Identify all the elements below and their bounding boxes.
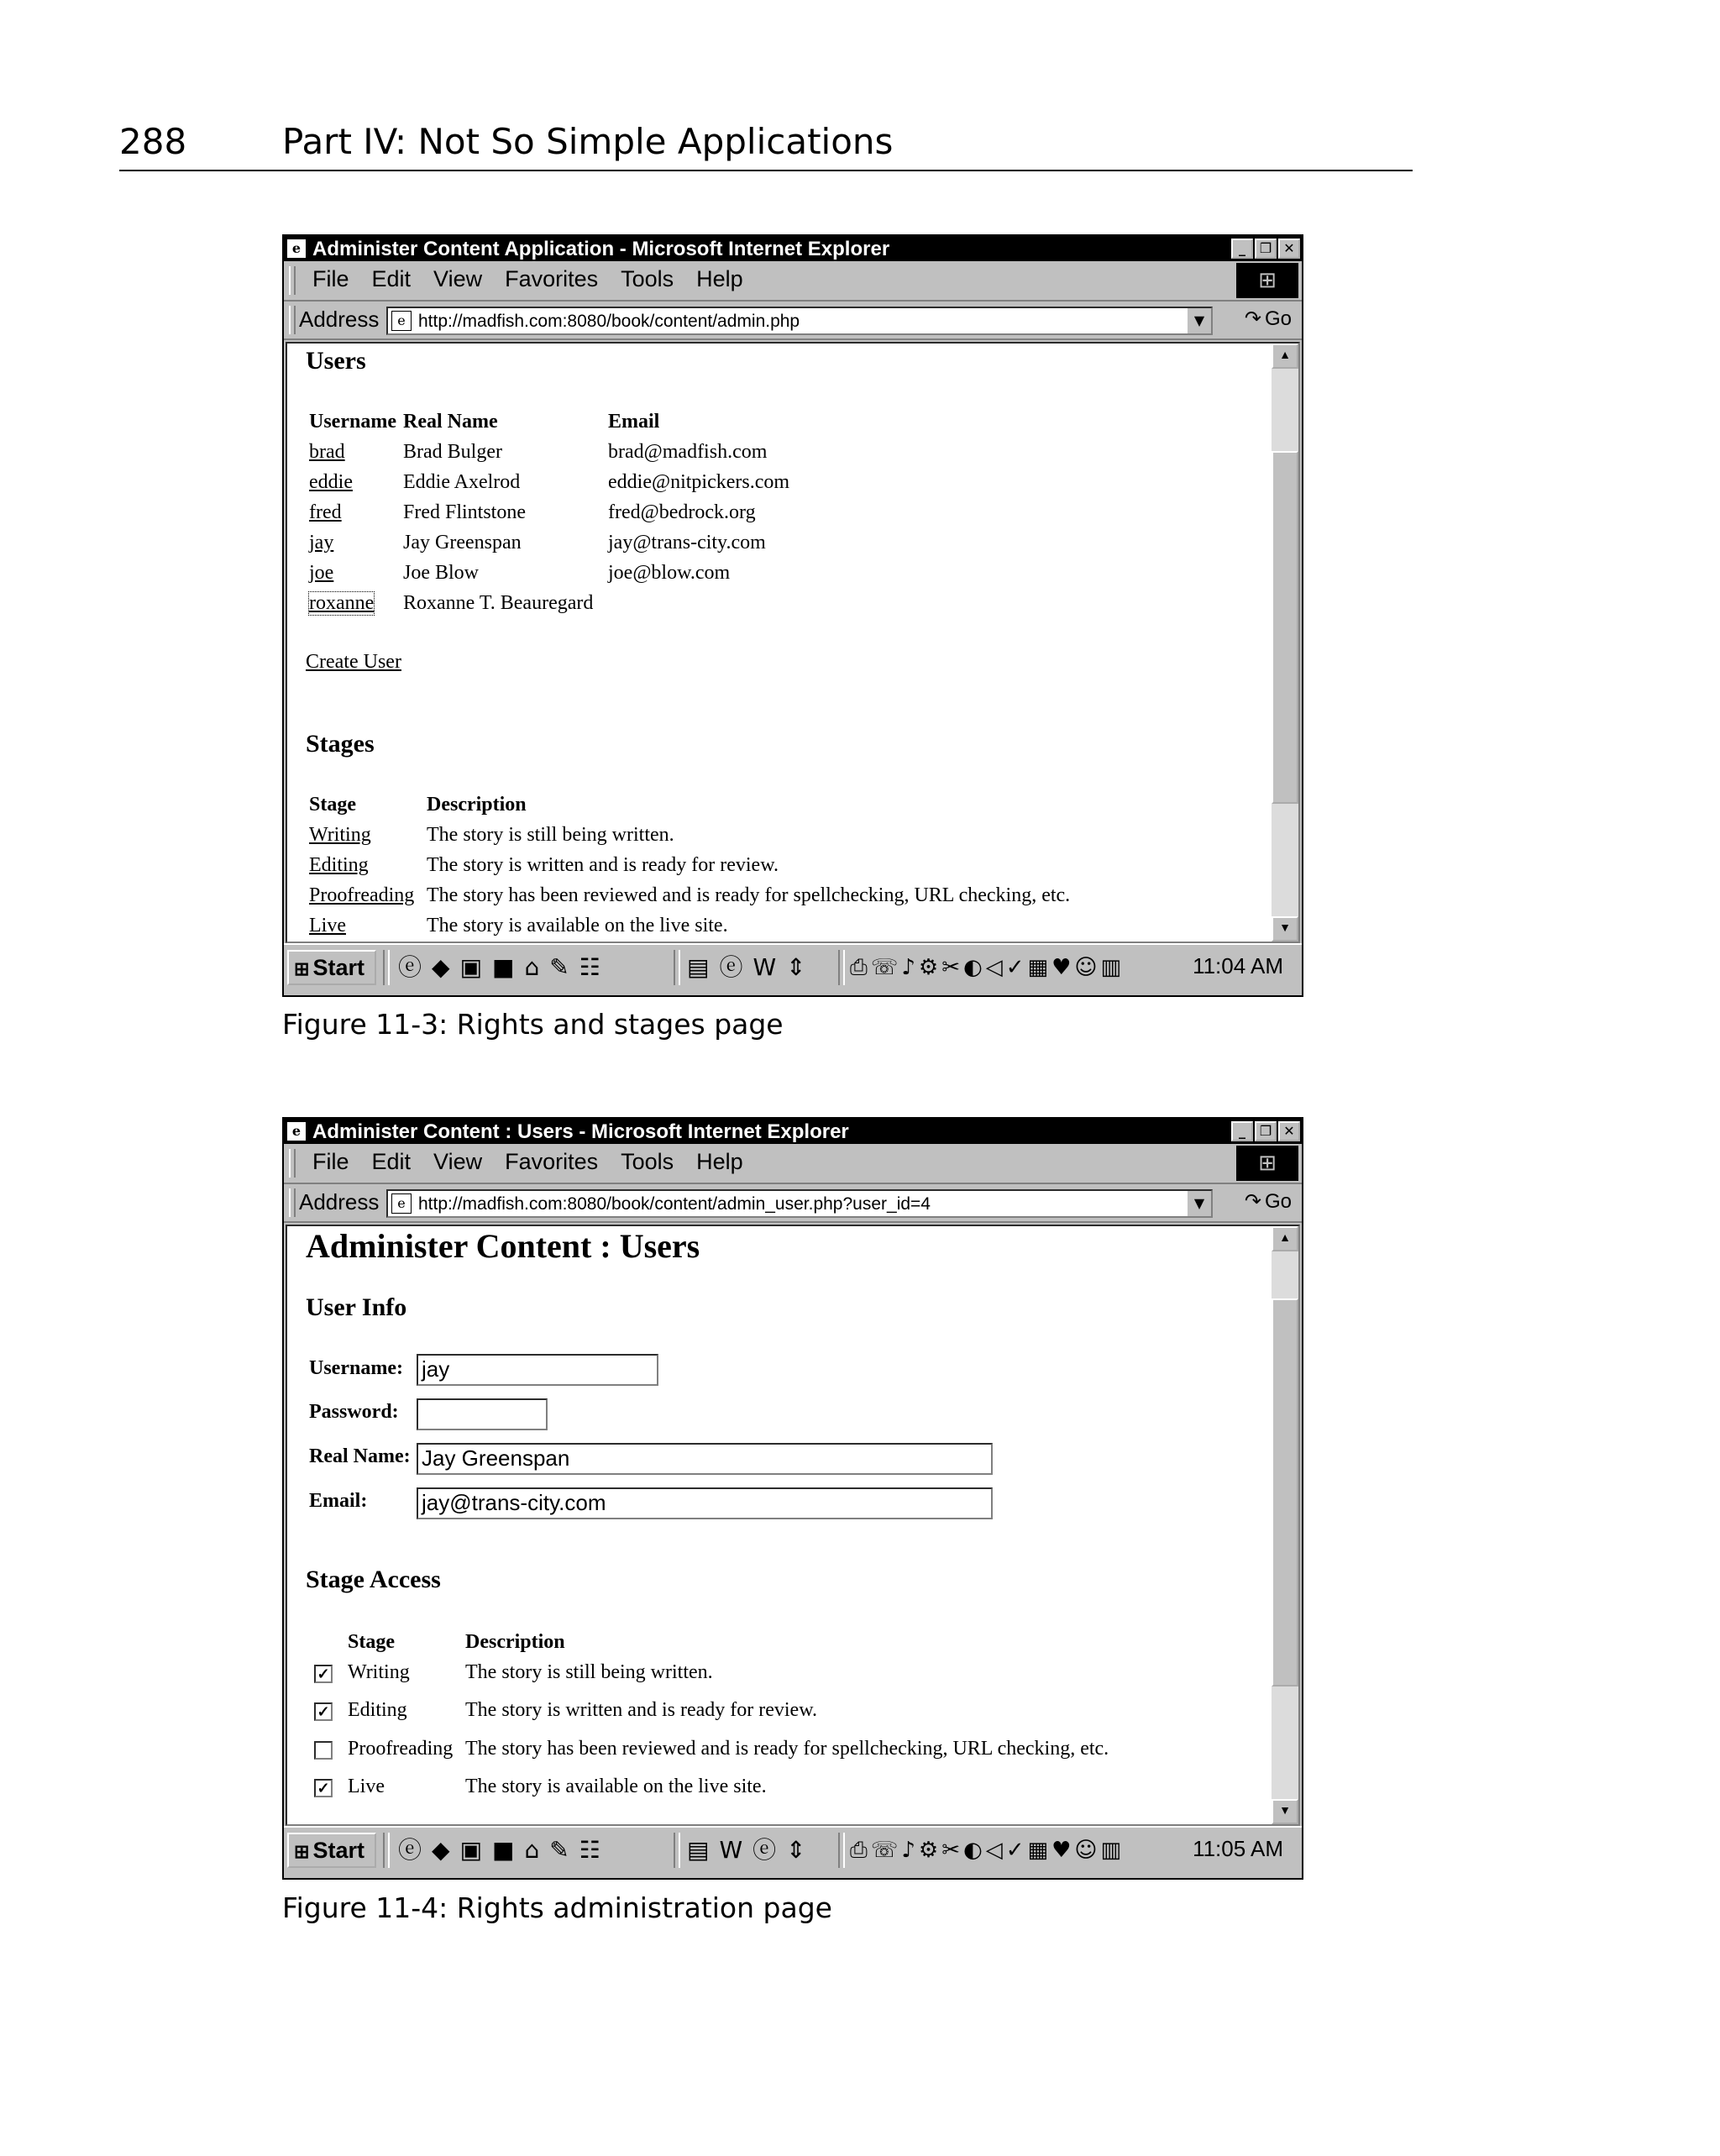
page-title: Administer Content : Users [306, 1227, 700, 1265]
email-field[interactable]: jay@trans-city.com [417, 1487, 993, 1519]
stage-checkbox-proofreading[interactable] [314, 1741, 333, 1760]
task-buttons [687, 952, 806, 984]
email-label: Email: [309, 1490, 368, 1512]
user-link-eddie[interactable]: eddie [309, 471, 353, 493]
go-label: Go [1264, 307, 1292, 330]
clock: 11:05 AM [1193, 1836, 1283, 1861]
stage-description: The story has been reviewed and is ready for spellchecking, URL checking, etc. [465, 1738, 1109, 1760]
go-arrow-icon: ↷ [1244, 307, 1261, 330]
address-label: Address [299, 307, 380, 332]
tray-icon[interactable]: ⚙ [918, 1838, 939, 1863]
go-label: Go [1264, 1190, 1292, 1213]
tray-icon[interactable]: ◐ [963, 1838, 983, 1863]
start-label: Start [312, 1838, 364, 1863]
page-content [286, 342, 1300, 943]
menu-view[interactable]: View [433, 1149, 483, 1174]
figure-caption: Figure 11-3: Rights and stages page [282, 1008, 784, 1041]
tray-icon[interactable]: ▦ [1027, 955, 1049, 980]
quick-launch [398, 952, 600, 984]
address-label: Address [299, 1189, 380, 1214]
stage-checkbox-writing[interactable]: ✓ [314, 1665, 333, 1683]
stage-access-heading: Stage Access [306, 1566, 441, 1593]
user-link-roxanne[interactable]: roxanne [309, 592, 375, 614]
user-realname: Joe Blow [403, 562, 479, 584]
stage-link-editing[interactable]: Editing [309, 854, 369, 876]
restore-icon[interactable]: ❐ [1255, 239, 1277, 259]
menu-bar [284, 261, 1302, 302]
taskbar-separator [674, 950, 680, 985]
menu-file[interactable]: File [312, 266, 349, 291]
task-app-icon[interactable]: ▤ [687, 953, 710, 981]
windows-logo-icon: ⊞ [1236, 263, 1298, 298]
close-icon[interactable]: ✕ [1278, 1121, 1300, 1141]
address-input[interactable] [386, 1189, 1213, 1218]
task-scroll-icon[interactable]: ⇕ [786, 953, 806, 981]
user-info-heading: User Info [306, 1293, 407, 1321]
users-heading: Users [306, 347, 366, 375]
taskbar-separator [383, 950, 390, 985]
scroll-up-icon[interactable]: ▲ [1272, 344, 1298, 369]
toolbar-grip [289, 1188, 296, 1217]
user-email: eddie@nitpickers.com [608, 471, 790, 493]
task-buttons [687, 1834, 806, 1866]
tray-icon[interactable]: ♪ [901, 1838, 915, 1863]
explorer-icon[interactable]: ⌂ [524, 953, 540, 981]
tray-icon[interactable]: ☺ [1074, 1838, 1098, 1863]
outlook-icon[interactable]: ◆ [432, 953, 450, 981]
figure-caption: Figure 11-4: Rights administration page [282, 1891, 832, 1924]
vertical-scrollbar[interactable] [1272, 1226, 1298, 1824]
task-scroll-icon[interactable]: ⇕ [786, 1836, 806, 1864]
ie-icon[interactable]: ⓔ [398, 953, 422, 981]
taskbar [284, 943, 1302, 990]
network-icon[interactable]: ☷ [579, 953, 600, 981]
task-ie-icon[interactable]: ⓔ [752, 1836, 777, 1864]
scroll-thumb[interactable] [1272, 451, 1298, 804]
menu-edit[interactable]: Edit [371, 1149, 412, 1174]
scroll-up-icon[interactable]: ▲ [1272, 1226, 1298, 1251]
page-header [119, 118, 1413, 171]
user-realname: Roxanne T. Beauregard [403, 592, 594, 614]
scroll-down-icon[interactable]: ▼ [1272, 1799, 1298, 1824]
user-link-fred[interactable]: fred [309, 501, 342, 523]
stage-description: The story is written and is ready for review. [427, 854, 779, 876]
window-title: Administer Content : Users - Microsoft Internet Explorer [312, 1120, 849, 1143]
stage-description: The story has been reviewed and is ready for spellchecking, URL checking, etc. [427, 884, 1071, 906]
address-bar [284, 1184, 1302, 1223]
stage-access-header-stage: Stage [348, 1631, 395, 1653]
tray-icon[interactable]: ◐ [963, 955, 983, 980]
title-bar [284, 236, 1302, 261]
chevron-down-icon[interactable]: ▼ [1186, 1191, 1211, 1216]
title-bar [284, 1119, 1302, 1144]
stage-name: Live [348, 1776, 385, 1797]
stage-description: The story is written and is ready for review. [465, 1699, 817, 1721]
browser-window-user [282, 1117, 1303, 1880]
minimize-icon[interactable]: _ [1231, 1121, 1253, 1141]
user-email: brad@madfish.com [608, 441, 768, 463]
address-url[interactable]: http://madfish.com:8080/book/content/admin_user.php?user_id=4 [418, 1194, 931, 1214]
menu-tools[interactable]: Tools [621, 266, 674, 291]
address-input[interactable] [386, 307, 1213, 335]
scroll-down-icon[interactable]: ▼ [1272, 916, 1298, 942]
system-tray [850, 1834, 1121, 1866]
tray-icon[interactable]: ✓ [1005, 955, 1025, 980]
channels-icon[interactable]: ■ [492, 953, 515, 981]
start-button[interactable] [287, 1833, 376, 1868]
menu-help[interactable]: Help [696, 266, 743, 291]
address-bar [284, 302, 1302, 340]
create-user-link[interactable]: Create User [306, 651, 401, 673]
chevron-down-icon[interactable]: ▼ [1186, 308, 1211, 333]
user-email: jay@trans-city.com [608, 532, 766, 553]
password-label: Password: [309, 1401, 399, 1423]
start-button[interactable] [287, 950, 376, 985]
tray-icon[interactable]: ▦ [1027, 1838, 1049, 1863]
menu-help[interactable]: Help [696, 1149, 743, 1174]
menu-favorites[interactable]: Favorites [505, 266, 599, 291]
tray-icon[interactable]: ⎙ [850, 1838, 868, 1863]
tray-icon[interactable]: ✂ [941, 955, 961, 980]
menu-favorites[interactable]: Favorites [505, 1149, 599, 1174]
tray-icon[interactable]: ▥ [1100, 955, 1122, 980]
explorer-icon[interactable]: ⌂ [524, 1836, 540, 1864]
menu-view[interactable]: View [433, 266, 483, 291]
toolbar-grip [289, 306, 296, 334]
stages-header-stage: Stage [309, 794, 356, 816]
user-realname: Brad Bulger [403, 441, 502, 463]
toolbar-grip [289, 266, 296, 295]
start-label: Start [312, 955, 364, 980]
stage-name: Editing [348, 1699, 407, 1721]
taskbar-separator [838, 1833, 845, 1868]
menu-edit[interactable]: Edit [371, 266, 412, 291]
user-realname: Fred Flintstone [403, 501, 527, 523]
user-link-jay[interactable]: jay [309, 532, 334, 553]
go-button[interactable] [1245, 1189, 1292, 1214]
page-number: 288 [119, 121, 187, 162]
user-realname: Jay Greenspan [403, 532, 522, 553]
desktop-icon[interactable]: ▣ [459, 953, 483, 981]
stage-link-live[interactable]: Live [309, 915, 346, 936]
task-word-icon[interactable]: W [719, 1836, 743, 1864]
vertical-scrollbar[interactable] [1272, 344, 1298, 942]
users-header-realname: Real Name [403, 411, 498, 433]
stage-description: The story is still being written. [465, 1661, 713, 1683]
taskbar-separator [383, 1833, 390, 1868]
menu-file[interactable]: File [312, 1149, 349, 1174]
task-app-icon[interactable]: ▤ [687, 1836, 710, 1864]
taskbar-separator [838, 950, 845, 985]
taskbar-separator [674, 1833, 680, 1868]
minimize-icon[interactable]: _ [1231, 239, 1253, 259]
quick-launch [398, 1834, 600, 1866]
tray-icon[interactable]: ☏ [870, 955, 899, 980]
stages-header-description: Description [427, 794, 527, 816]
stage-access-header-description: Description [465, 1631, 565, 1653]
stage-description: The story is available on the live site. [427, 915, 728, 936]
ie-app-icon: e [287, 1122, 306, 1141]
users-header-email: Email [608, 411, 660, 433]
menu-tools[interactable]: Tools [621, 1149, 674, 1174]
tray-icon[interactable]: ⎙ [850, 955, 868, 980]
scroll-thumb[interactable] [1272, 1298, 1298, 1687]
tray-icon[interactable]: ▥ [1100, 1838, 1122, 1863]
windows-logo-icon: ⊞ [1236, 1146, 1298, 1181]
window-title: Administer Content Application - Microsoft Internet Explorer [312, 238, 890, 260]
windows-flag-icon: ⊞ [294, 1841, 310, 1862]
network-icon[interactable]: ☷ [579, 1836, 600, 1864]
ie-icon[interactable]: ⓔ [398, 1836, 422, 1864]
real-name-field[interactable]: Jay Greenspan [417, 1443, 993, 1475]
desktop-icon[interactable]: ▣ [459, 1836, 483, 1864]
stage-description: The story is available on the live site. [465, 1776, 767, 1797]
users-header-username: Username [309, 411, 396, 433]
stage-checkbox-live[interactable]: ✓ [314, 1779, 333, 1797]
tray-icon[interactable]: ⚙ [918, 955, 939, 980]
tray-icon[interactable]: ♥ [1051, 955, 1072, 980]
notepad-icon[interactable]: ✎ [549, 1836, 569, 1864]
outlook-icon[interactable]: ◆ [432, 1836, 450, 1864]
stage-checkbox-editing[interactable]: ✓ [314, 1702, 333, 1721]
page-content [286, 1225, 1300, 1826]
user-email: joe@blow.com [608, 562, 731, 584]
username-label: Username: [309, 1357, 403, 1379]
stage-description: The story is still being written. [427, 824, 674, 846]
system-tray [850, 952, 1121, 984]
stage-link-writing[interactable]: Writing [309, 824, 371, 846]
browser-window-admin [282, 234, 1303, 997]
ie-app-icon: e [287, 239, 306, 258]
tray-icon[interactable]: ♪ [901, 955, 915, 980]
user-realname: Eddie Axelrod [403, 471, 521, 493]
tray-icon[interactable]: ♥ [1051, 1838, 1072, 1863]
stage-name: Proofreading [348, 1738, 454, 1760]
menu-bar [284, 1144, 1302, 1184]
go-arrow-icon: ↷ [1244, 1190, 1261, 1213]
username-field[interactable]: jay [417, 1354, 658, 1386]
go-button[interactable] [1245, 307, 1292, 331]
channels-icon[interactable]: ■ [492, 1836, 515, 1864]
password-field[interactable] [417, 1398, 548, 1430]
volume-icon[interactable]: ◁ [985, 1838, 1003, 1863]
real-name-label: Real Name: [309, 1445, 411, 1467]
taskbar [284, 1826, 1302, 1873]
address-url[interactable]: http://madfish.com:8080/book/content/admin.php [418, 312, 800, 331]
clock: 11:04 AM [1193, 953, 1283, 978]
user-link-joe[interactable]: joe [309, 562, 334, 584]
stages-heading: Stages [306, 730, 375, 758]
stage-link-proofreading[interactable]: Proofreading [309, 884, 415, 906]
notepad-icon[interactable]: ✎ [549, 953, 569, 981]
task-word-icon[interactable]: W [752, 953, 777, 981]
toolbar-grip [289, 1149, 296, 1178]
task-ie-icon[interactable]: ⓔ [719, 953, 743, 981]
tray-icon[interactable]: ✓ [1005, 1838, 1025, 1863]
stage-name: Writing [348, 1661, 410, 1683]
volume-icon[interactable]: ◁ [985, 955, 1003, 980]
tray-icon[interactable]: ✂ [941, 1838, 961, 1863]
page-icon: e [391, 311, 412, 331]
page-icon: e [391, 1193, 412, 1214]
tray-icon[interactable]: ☏ [870, 1838, 899, 1863]
tray-icon[interactable]: ☺ [1074, 955, 1098, 980]
running-head: Part IV: Not So Simple Applications [282, 121, 894, 162]
close-icon[interactable]: ✕ [1278, 239, 1300, 259]
user-link-brad[interactable]: brad [309, 441, 345, 463]
user-email: fred@bedrock.org [608, 501, 756, 523]
restore-icon[interactable]: ❐ [1255, 1121, 1277, 1141]
windows-flag-icon: ⊞ [294, 958, 310, 979]
